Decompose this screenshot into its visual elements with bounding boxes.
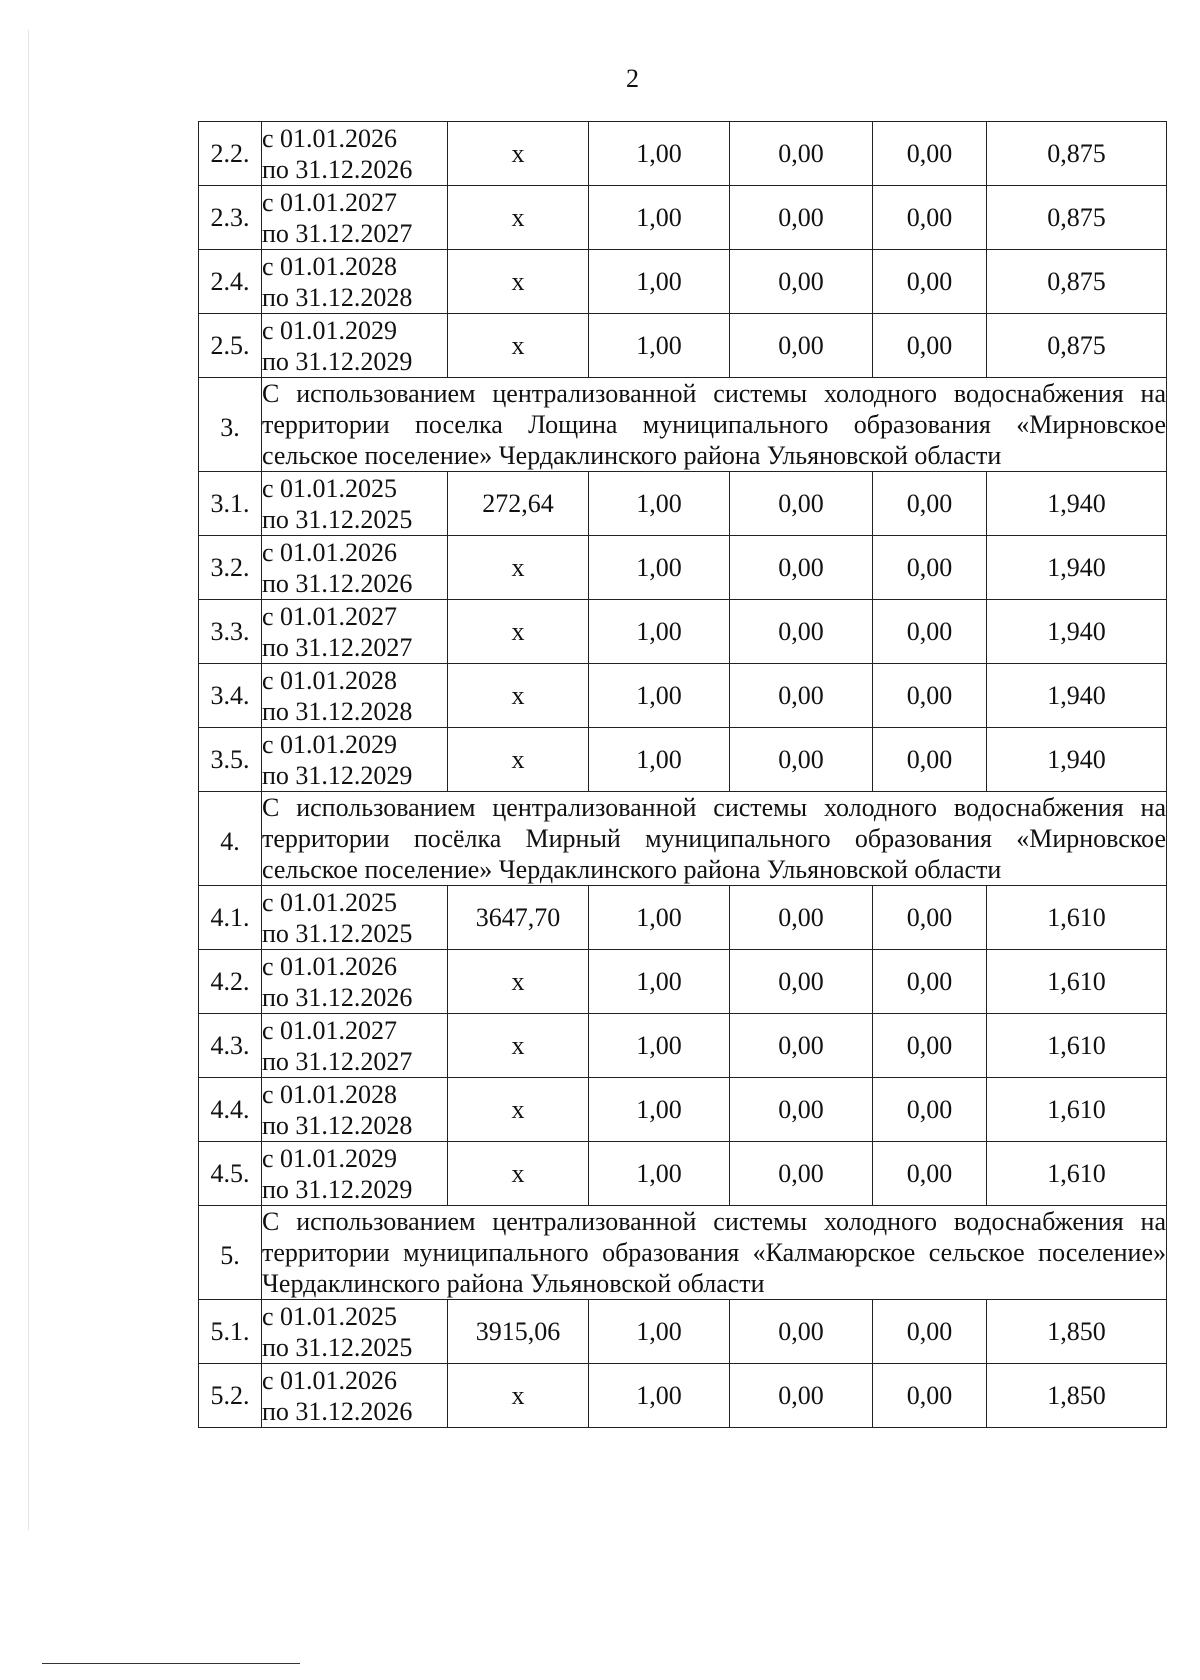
table-row (199, 600, 1167, 664)
row-number: 4.2. (199, 950, 262, 1014)
table-row (199, 1078, 1167, 1142)
period-from: с 01.01.2027 (262, 1015, 398, 1045)
period-cell (262, 664, 448, 728)
footer-rule (42, 1663, 300, 1664)
cell-value-4: 1,00 (589, 664, 730, 728)
table-row (199, 122, 1167, 186)
period-from: с 01.01.2028 (262, 665, 398, 695)
cell-value-4: 1,00 (589, 122, 730, 186)
cell-value-7: 1,850 (987, 1300, 1167, 1364)
section-title: С использованием централизованной системы холодного водоснабжения на территории муниципального образования «Калмаюрское сельское поселение» Чердаклинского района Ульяновской области (262, 1207, 1166, 1298)
cell-value-4: 1,00 (589, 250, 730, 314)
period-from: с 01.01.2029 (262, 315, 398, 345)
cell-value-3: 3647,70 (448, 886, 589, 950)
cell-value-6: 0,00 (873, 536, 987, 600)
period-to: по 31.12.2026 (262, 154, 413, 184)
cell-value-7: 1,940 (987, 600, 1167, 664)
cell-value-5: 0,00 (730, 122, 873, 186)
cell-value-6: 0,00 (873, 728, 987, 792)
period-to: по 31.12.2025 (262, 504, 413, 534)
row-number: 3.2. (199, 536, 262, 600)
period-to: по 31.12.2027 (262, 1046, 413, 1076)
period-cell (262, 886, 448, 950)
cell-value-5: 0,00 (730, 600, 873, 664)
row-number: 3.5. (199, 728, 262, 792)
period-to: по 31.12.2026 (262, 568, 413, 598)
cell-value-6: 0,00 (873, 1364, 987, 1428)
period-from: с 01.01.2026 (262, 123, 398, 153)
cell-value-4: 1,00 (589, 950, 730, 1014)
row-number: 2.3. (199, 186, 262, 250)
cell-value-6: 0,00 (873, 664, 987, 728)
period-to: по 31.12.2027 (262, 218, 413, 248)
cell-value-7: 1,940 (987, 472, 1167, 536)
period-cell (262, 536, 448, 600)
cell-value-7: 1,610 (987, 950, 1167, 1014)
cell-value-6: 0,00 (873, 122, 987, 186)
cell-value-4: 1,00 (589, 1300, 730, 1364)
row-number: 4.4. (199, 1078, 262, 1142)
period-to: по 31.12.2027 (262, 632, 413, 662)
row-number: 3.3. (199, 600, 262, 664)
period-from: с 01.01.2028 (262, 251, 398, 281)
cell-value-6: 0,00 (873, 314, 987, 378)
cell-value-5: 0,00 (730, 1364, 873, 1428)
cell-value-4: 1,00 (589, 536, 730, 600)
period-cell (262, 1300, 448, 1364)
cell-value-3: x (448, 1142, 589, 1206)
cell-value-4: 1,00 (589, 314, 730, 378)
cell-value-3: x (448, 314, 589, 378)
period-from: с 01.01.2029 (262, 1143, 398, 1173)
cell-value-3: x (448, 1364, 589, 1428)
cell-value-5: 0,00 (730, 664, 873, 728)
row-number: 3.4. (199, 664, 262, 728)
table-row (199, 728, 1167, 792)
table-row (199, 664, 1167, 728)
cell-value-5: 0,00 (730, 1300, 873, 1364)
period-from: с 01.01.2025 (262, 887, 398, 917)
period-cell (262, 1364, 448, 1428)
period-cell (262, 472, 448, 536)
period-from: с 01.01.2029 (262, 729, 398, 759)
cell-value-3: x (448, 1014, 589, 1078)
cell-value-4: 1,00 (589, 1078, 730, 1142)
table-row (199, 886, 1167, 950)
period-to: по 31.12.2029 (262, 1174, 413, 1204)
cell-value-5: 0,00 (730, 728, 873, 792)
cell-value-7: 1,850 (987, 1364, 1167, 1428)
cell-value-3: 272,64 (448, 472, 589, 536)
cell-value-7: 0,875 (987, 314, 1167, 378)
cell-value-7: 1,940 (987, 664, 1167, 728)
period-to: по 31.12.2029 (262, 760, 413, 790)
cell-value-5: 0,00 (730, 1014, 873, 1078)
cell-value-5: 0,00 (730, 950, 873, 1014)
cell-value-3: x (448, 186, 589, 250)
cell-value-6: 0,00 (873, 186, 987, 250)
section-title: С использованием централизованной системы холодного водоснабжения на территории поселка Лощина муниципального образования «Мирновское сельское поселение» Чердаклинского района Ульяновской области (262, 379, 1166, 470)
period-to: по 31.12.2028 (262, 282, 413, 312)
cell-value-4: 1,00 (589, 1014, 730, 1078)
cell-value-6: 0,00 (873, 250, 987, 314)
cell-value-7: 1,940 (987, 536, 1167, 600)
cell-value-6: 0,00 (873, 1078, 987, 1142)
cell-value-6: 0,00 (873, 950, 987, 1014)
period-cell (262, 950, 448, 1014)
row-number: 2.2. (199, 122, 262, 186)
cell-value-4: 1,00 (589, 1142, 730, 1206)
table-row (199, 950, 1167, 1014)
period-cell (262, 1142, 448, 1206)
cell-value-4: 1,00 (589, 600, 730, 664)
tariff-table (198, 121, 1167, 1428)
page-number: 2 (626, 64, 639, 93)
table-row (199, 1364, 1167, 1428)
period-to: по 31.12.2026 (262, 1396, 413, 1426)
cell-value-3: 3915,06 (448, 1300, 589, 1364)
section-number: 5. (199, 1206, 262, 1300)
cell-value-5: 0,00 (730, 472, 873, 536)
cell-value-3: x (448, 600, 589, 664)
cell-value-3: x (448, 1078, 589, 1142)
period-to: по 31.12.2025 (262, 918, 413, 948)
period-to: по 31.12.2025 (262, 1332, 413, 1362)
table-row (199, 1014, 1167, 1078)
cell-value-7: 1,940 (987, 728, 1167, 792)
cell-value-6: 0,00 (873, 472, 987, 536)
period-from: с 01.01.2026 (262, 951, 398, 981)
cell-value-5: 0,00 (730, 186, 873, 250)
cell-value-3: x (448, 122, 589, 186)
table-row (199, 250, 1167, 314)
cell-value-3: x (448, 250, 589, 314)
table-row (199, 186, 1167, 250)
period-to: по 31.12.2028 (262, 1110, 413, 1140)
period-from: с 01.01.2026 (262, 537, 398, 567)
cell-value-5: 0,00 (730, 886, 873, 950)
cell-value-7: 1,610 (987, 1142, 1167, 1206)
cell-value-7: 0,875 (987, 122, 1167, 186)
section-row (199, 1206, 1167, 1300)
row-number: 4.1. (199, 886, 262, 950)
period-to: по 31.12.2028 (262, 696, 413, 726)
period-cell (262, 1014, 448, 1078)
cell-value-5: 0,00 (730, 1142, 873, 1206)
period-from: с 01.01.2025 (262, 1301, 398, 1331)
period-cell (262, 186, 448, 250)
cell-value-4: 1,00 (589, 1364, 730, 1428)
period-cell (262, 1078, 448, 1142)
row-number: 5.2. (199, 1364, 262, 1428)
scan-margin-line (28, 30, 29, 1530)
cell-value-6: 0,00 (873, 1014, 987, 1078)
section-title: С использованием централизованной системы холодного водоснабжения на территории посёлка Мирный муниципального образования «Мирновское сельское поселение» Чердаклинского района Ульяновской области (262, 793, 1166, 884)
table-row (199, 536, 1167, 600)
cell-value-5: 0,00 (730, 1078, 873, 1142)
period-to: по 31.12.2029 (262, 346, 413, 376)
cell-value-3: x (448, 950, 589, 1014)
cell-value-4: 1,00 (589, 886, 730, 950)
period-cell (262, 250, 448, 314)
row-number: 2.5. (199, 314, 262, 378)
table-row (199, 314, 1167, 378)
period-cell (262, 314, 448, 378)
cell-value-6: 0,00 (873, 1142, 987, 1206)
cell-value-7: 1,610 (987, 1014, 1167, 1078)
period-from: с 01.01.2027 (262, 601, 398, 631)
section-number: 3. (199, 378, 262, 472)
cell-value-7: 0,875 (987, 186, 1167, 250)
row-number: 2.4. (199, 250, 262, 314)
period-to: по 31.12.2026 (262, 982, 413, 1012)
period-cell (262, 600, 448, 664)
cell-value-5: 0,00 (730, 250, 873, 314)
period-from: с 01.01.2028 (262, 1079, 398, 1109)
row-number: 5.1. (199, 1300, 262, 1364)
cell-value-7: 1,610 (987, 1078, 1167, 1142)
section-row (199, 792, 1167, 886)
cell-value-7: 1,610 (987, 886, 1167, 950)
row-number: 4.3. (199, 1014, 262, 1078)
cell-value-6: 0,00 (873, 1300, 987, 1364)
row-number: 3.1. (199, 472, 262, 536)
cell-value-3: x (448, 664, 589, 728)
table-row (199, 472, 1167, 536)
cell-value-4: 1,00 (589, 186, 730, 250)
table-row (199, 1142, 1167, 1206)
period-from: с 01.01.2026 (262, 1365, 398, 1395)
cell-value-4: 1,00 (589, 472, 730, 536)
row-number: 4.5. (199, 1142, 262, 1206)
cell-value-4: 1,00 (589, 728, 730, 792)
section-row (199, 378, 1167, 472)
cell-value-5: 0,00 (730, 314, 873, 378)
period-cell (262, 122, 448, 186)
cell-value-3: x (448, 728, 589, 792)
cell-value-6: 0,00 (873, 886, 987, 950)
cell-value-5: 0,00 (730, 536, 873, 600)
section-number: 4. (199, 792, 262, 886)
period-from: с 01.01.2027 (262, 187, 398, 217)
table-row (199, 1300, 1167, 1364)
period-cell (262, 728, 448, 792)
cell-value-6: 0,00 (873, 600, 987, 664)
period-from: с 01.01.2025 (262, 473, 398, 503)
cell-value-3: x (448, 536, 589, 600)
cell-value-7: 0,875 (987, 250, 1167, 314)
